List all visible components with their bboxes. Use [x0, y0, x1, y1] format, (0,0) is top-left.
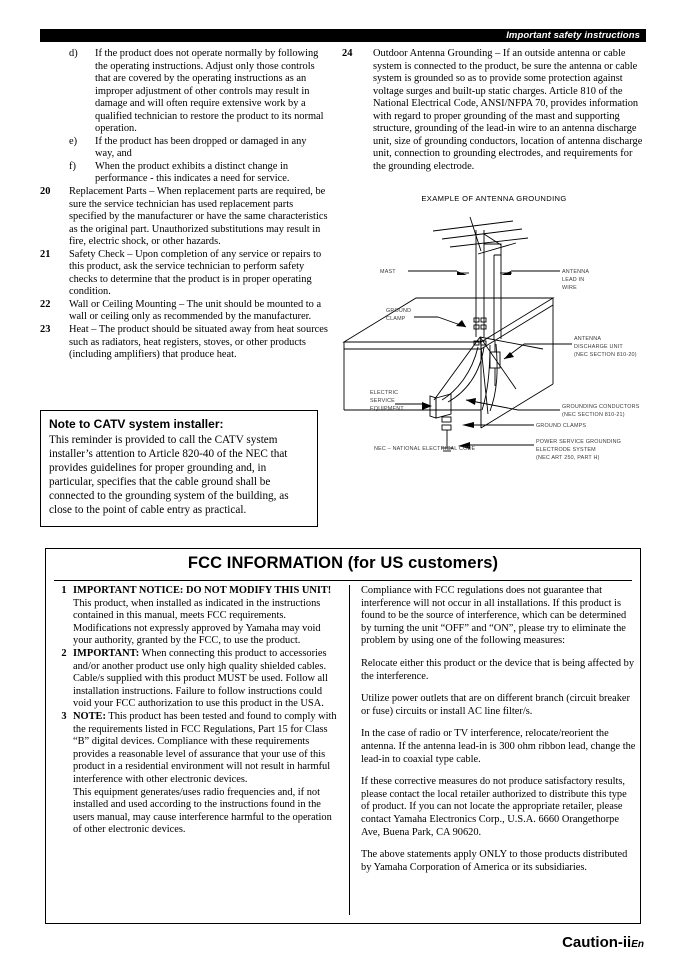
list-text: Replacement Parts – When replacement parts are required, be sure the service technician has used replacement parts specified by the manufacturer or have the same characteristics as the original part. Unauthorized substitutions may result in fire, electric shock, or other hazards.: [69, 186, 328, 248]
fcc-list-heading: [73, 585, 340, 598]
diagram-label-antenna-lead-in-1: ANTENNA: [562, 269, 590, 275]
fcc-item-inline-text: When connecting this product to accessories and/or another product use only high quality shielded cables. Cable/s supplied with this product MUST be used. Follow all installation instructions. Failure to follow instructions could void your FCC authorization to use this product in the USA.: [73, 647, 328, 710]
running-header-bar: [40, 29, 646, 42]
list-marker: d): [69, 48, 78, 59]
diagram-nec-legend: NEC – NATIONAL ELECTRICAL CODE: [374, 446, 476, 452]
footer-page-label: Caution-ii: [562, 934, 632, 951]
diagram-label-ground-clamps: GROUND CLAMPS: [536, 423, 587, 429]
list-item: [40, 136, 328, 161]
running-header-title: Important safety instructions: [506, 30, 640, 41]
diagram-label-discharge-unit-1: ANTENNA: [574, 336, 602, 342]
fcc-list-item: [55, 585, 340, 598]
list-marker: 22: [40, 298, 51, 310]
fcc-item-heading-text: IMPORTANT:: [73, 647, 140, 659]
fcc-title: FCC INFORMATION (for US customers): [187, 554, 499, 572]
list-marker: e): [69, 135, 78, 147]
fcc-list-body: This product, when installed as indicated in the instructions contained in this manual, meets FCC requirements. Modifications not expressly approved by Yamaha may void your authority, granted by the FCC, to use the product.: [73, 597, 321, 647]
fcc-list-marker: 2: [61, 647, 67, 659]
safety-right-column: [342, 48, 646, 461]
catv-note-body: This reminder is provided to call the CATV system installer’s attention to Article 820-40 of the NEC that provides guidelines for proper grounding and, in particular, specifies that the cable ground shall be connected to the grounding system of the building, as close to the point of cable entry as practical.: [49, 434, 289, 517]
fcc-paragraph: Utilize power outlets that are on different branch (circuit breaker or fuse) circuits or install AC line filter/s.: [361, 693, 630, 717]
list-text: Wall or Ceiling Mounting – The unit should be mounted to a wall or ceiling only as recommended by the manufacturer.: [69, 298, 322, 323]
catv-note-box: [40, 410, 318, 527]
fcc-paragraph: Compliance with FCC regulations does not guarantee that interference will not occur in all installations. If this product is found to be the source of interference, which can be determined by turning the unit “OFF” and “ON”, please try to eliminate the problem by using one of the following measures:: [361, 585, 627, 647]
diagram-label-ground-clamp-2: CLAMP: [386, 316, 406, 322]
diagram-label-electric-service-3: EQUIPMENT: [370, 406, 404, 412]
list-item: [40, 186, 328, 249]
diagram-label-grounding-conductors-1: GROUNDING CONDUCTORS: [562, 404, 640, 410]
list-text: If the product has been dropped or damaged in any way, and: [95, 135, 307, 160]
list-text: If the product does not operate normally by following the operating instructions. Adjust only those controls that are covered by the operating instructions as an improper adjustment of other controls may result in damage and will often require extensive work by a qualified technician to restore the product to its normal operation.: [95, 48, 324, 135]
fcc-information-box: [45, 548, 641, 924]
fcc-item-heading-text: NOTE:: [73, 710, 106, 722]
list-marker: 20: [40, 186, 51, 198]
diagram-label-discharge-unit-3: (NEC SECTION 810-20): [574, 352, 637, 358]
diagram-label-power-service-2: ELECTRODE SYSTEM: [536, 447, 596, 453]
antenna-grounding-illustration: [338, 214, 648, 462]
list-item: [40, 249, 328, 299]
safety-left-column: [40, 48, 328, 517]
diagram-label-mast: MAST: [380, 269, 396, 275]
page-footer: [562, 934, 644, 951]
fcc-right-column: [361, 585, 636, 874]
fcc-paragraph: Relocate either this product or the device that is being affected by the interference.: [361, 657, 635, 682]
diagram-label-grounding-conductors-2: (NEC SECTION 810-21): [562, 412, 625, 418]
list-text: When the product exhibits a distinct change in performance - this indicates a need for service.: [95, 160, 290, 185]
diagram-label-antenna-lead-in-2: LEAD IN: [562, 277, 585, 283]
fcc-list-heading: [73, 711, 340, 787]
diagram-label-electric-service-1: ELECTRIC: [370, 390, 399, 396]
diagram-label-ground-clamp-1: GROUND: [386, 308, 412, 314]
list-marker: 21: [40, 248, 51, 260]
list-text: Outdoor Antenna Grounding – If an outside antenna or cable system is connected to the product, be sure the antenna or cable system is grounded so as to provide some protection against voltage surges and built-up static charges. Article 810 of the National Electrical Code, ANSI/NFPA 70, provides information with regard to proper grounding of the mast and supporting structure, grounding of the lead-in wire to an antenna discharge unit, size of grounding conductors, location of antenna discharge unit, connection to grounding electrodes, and requirements for the grounding electrode.: [373, 48, 643, 172]
list-marker: f): [69, 160, 76, 172]
fcc-paragraph: The above statements apply ONLY to those products distributed by Yamaha Corporation of America or its subsidiaries.: [361, 849, 628, 873]
fcc-list-marker: 1: [61, 585, 67, 596]
list-item: [342, 48, 646, 173]
fcc-list-item: [55, 648, 340, 711]
list-text: Heat – The product should be situated away from heat sources such as radiators, heat registers, stoves, or other products (including amplifiers) that produce heat.: [69, 324, 328, 361]
fcc-paragraph: If these corrective measures do not produce satisfactory results, please contact the local retailer authorized to distribute this type of product. If you can not locate the appropriate retailer, please contact Yamaha Electronics Corp., U.S.A. 6660 Orangethorpe Ave, Buena Park, CA 90620.: [361, 776, 627, 838]
list-marker: 24: [342, 48, 353, 59]
diagram-label-power-service-3: (NEC ART 250, PART H): [536, 455, 600, 461]
list-item: [40, 299, 328, 324]
diagram-caption: EXAMPLE OF ANTENNA GROUNDING: [421, 194, 567, 203]
fcc-column-divider: [349, 585, 350, 915]
footer-language-label: En: [631, 939, 644, 950]
fcc-list-heading: [73, 648, 340, 711]
diagram-label-electric-service-2: SERVICE: [370, 398, 395, 404]
list-item: [40, 161, 328, 186]
fcc-title-divider: [54, 580, 632, 581]
diagram-label-power-service-1: POWER SERVICE GROUNDING: [536, 439, 622, 445]
fcc-list-marker: 3: [61, 710, 67, 722]
fcc-item-inline-text: This product has been tested and found to comply with the requirements listed in FCC Regulations, Part 15 for Class “B” digital devices. Compliance with these requirements provides a reasonable level of assurance that your use of this product in a residential environment will not result in harmful interference with other electronic devices.: [73, 710, 337, 785]
fcc-list-body-extra: This equipment generates/uses radio frequencies and, if not installed and used according to the instructions found in the users manual, may cause interference harmful to the operation of other electronic devices.: [73, 786, 332, 836]
safety-instructions-section: [40, 48, 646, 528]
fcc-item-heading-text: IMPORTANT NOTICE: DO NOT MODIFY THIS UNIT!: [73, 585, 332, 596]
list-item: [40, 48, 328, 136]
diagram-label-antenna-lead-in-3: WIRE: [562, 285, 577, 291]
fcc-left-column: [55, 585, 340, 837]
list-marker: 23: [40, 324, 51, 336]
fcc-paragraph: In the case of radio or TV interference, relocate/reorient the antenna. If the antenna lead-in is 300 ohm ribbon lead, change the lead-in to coaxial type cable.: [361, 728, 636, 765]
list-item: [40, 324, 328, 362]
catv-note-title: Note to CATV system installer:: [49, 417, 224, 431]
list-text: Safety Check – Upon completion of any service or repairs to this product, ask the service technician to perform safety checks to determine that the product is in proper operating condition.: [69, 248, 322, 298]
fcc-list-item: [55, 711, 340, 787]
diagram-label-discharge-unit-2: DISCHARGE UNIT: [574, 344, 623, 350]
antenna-grounding-diagram: [338, 214, 648, 462]
